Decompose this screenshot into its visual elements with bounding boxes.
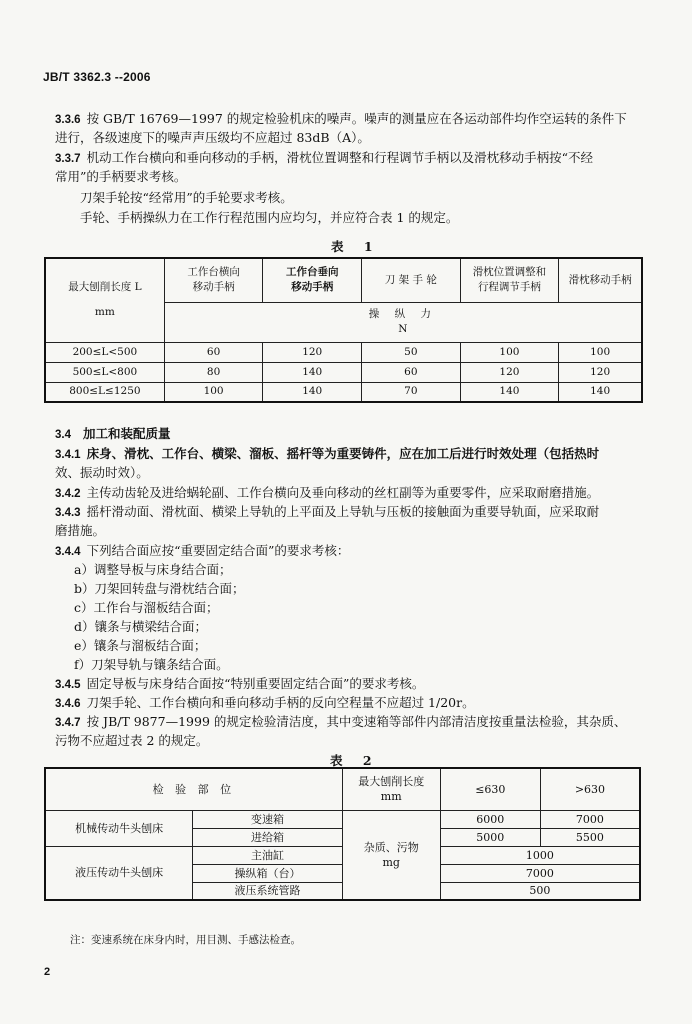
table-cell: 100 <box>559 342 642 362</box>
table-cell: 120 <box>263 342 362 362</box>
table-cell: 进给箱 <box>193 828 343 846</box>
table-cell: 100 <box>460 342 559 362</box>
table-cell: 70 <box>362 382 461 402</box>
paragraph-3-3-7-tool-handwheel: 刀架手轮按“经常用”的手轮要求考核。 <box>80 190 293 205</box>
table-cell: 7000 <box>540 810 640 828</box>
paragraph-3-4-6 <box>55 693 475 714</box>
header-line: 最大刨削长度 L <box>68 281 142 294</box>
header-line: 移动手柄 <box>192 281 235 294</box>
table1-header-col2 <box>263 258 362 302</box>
table-cell: 140 <box>460 382 559 402</box>
clause-number: 3.4.2 <box>55 488 81 500</box>
table1-header-force <box>164 302 642 342</box>
list-item: c）工作台与溜板结合面； <box>74 600 219 615</box>
table1-caption: 表 1 <box>331 239 381 254</box>
table-cell: 6000 <box>440 810 540 828</box>
paragraph-3-4-4 <box>55 541 349 562</box>
table-cell: 1000 <box>440 846 640 864</box>
table-cell: 5500 <box>540 828 640 846</box>
paragraph-3-3-6-cont: 进行，各级速度下的噪声声压级均不应超过 83dB（A）。 <box>55 130 370 145</box>
paragraph-3-3-7 <box>55 148 593 169</box>
paragraph-3-3-7-force: 手轮、手柄操纵力在工作行程范围内应均匀，并应符合表 1 的规定。 <box>80 210 459 225</box>
list-item: d）镶条与横梁结合面； <box>74 619 208 634</box>
clause-number: 3.4.7 <box>55 717 81 729</box>
table-cell: 500 <box>440 882 640 900</box>
table-cell: 主油缸 <box>193 846 343 864</box>
header-unit: mm <box>94 306 115 319</box>
header-line: 移动手柄 <box>291 281 334 294</box>
metric-line: 杂质、污物 <box>363 840 419 854</box>
section-3-4-heading <box>55 424 171 445</box>
footnote: 注：变速系统在床身内时，用目测、手感法检查。 <box>70 934 301 946</box>
metric-unit: mg <box>382 855 400 869</box>
standard-code-header: JB/T 3362.3 --2006 <box>43 70 151 84</box>
table1-header-col1 <box>164 258 263 302</box>
table-cell: 140 <box>559 382 642 402</box>
clause-text: 刀架手轮、工作台横向和垂向移动手柄的反向空程量不应超过 1/20r。 <box>86 695 475 710</box>
table-row <box>45 810 640 828</box>
table2-group-hydraulic: 液压传动牛头刨床 <box>45 846 193 900</box>
table-cell: 液压系统管路 <box>193 882 343 900</box>
list-item: f）刀架导轨与镶条结合面。 <box>74 657 229 672</box>
clause-text: 床身、滑枕、工作台、横梁、溜板、摇杆等为重要铸件，应在加工后进行时效处理（包括热时 <box>86 446 600 461</box>
table-cell: 120 <box>460 362 559 382</box>
page-number: 2 <box>44 966 51 978</box>
table1-header-max-length <box>45 258 164 342</box>
table-1 <box>44 257 643 403</box>
paragraph-3-3-6 <box>55 109 627 130</box>
header-line: 刀 架 手 轮 <box>384 273 437 286</box>
header-line: 行程调节手柄 <box>477 281 541 294</box>
table-cell: 800≤L≤1250 <box>45 382 164 402</box>
header-line: 滑枕移动手柄 <box>568 273 632 286</box>
clause-number: 3.3.7 <box>55 153 81 165</box>
table1-header-col4 <box>460 258 559 302</box>
table-cell: 200≤L<500 <box>45 342 164 362</box>
paragraph-3-4-7 <box>55 712 626 733</box>
clause-number: 3.4 <box>55 429 71 441</box>
table-cell: 500≤L<800 <box>45 362 164 382</box>
table2-group-mechanical: 机械传动牛头刨床 <box>45 810 193 846</box>
table-cell: 变速箱 <box>193 810 343 828</box>
table2-metric <box>342 810 440 900</box>
table2-header-gt630: >630 <box>540 768 640 810</box>
header-unit: mm <box>380 790 402 804</box>
table-cell: 60 <box>362 362 461 382</box>
paragraph-3-4-1 <box>55 444 599 465</box>
clause-number: 3.4.1 <box>55 449 81 461</box>
table-cell: 50 <box>362 342 461 362</box>
header-line: 工作台垂向 <box>285 266 339 279</box>
header-line: 操 纵 力 <box>368 308 437 320</box>
table2-header-check-part: 检 验 部 位 <box>45 768 342 810</box>
list-item: a）调整导板与床身结合面； <box>74 562 232 577</box>
clause-text: 固定导板与床身结合面按“特别重要固定结合面”的要求考核。 <box>86 676 425 691</box>
paragraph-3-4-3 <box>55 502 599 523</box>
table-cell: 60 <box>164 342 263 362</box>
paragraph-3-4-5 <box>55 674 424 695</box>
header-line: 工作台横向 <box>187 266 240 279</box>
table2-header-le630: ≤630 <box>440 768 540 810</box>
clause-text: 机动工作台横向和垂向移动的手柄，滑枕位置调整和行程调节手柄以及滑枕移动手柄按“不经 <box>86 150 593 165</box>
clause-number: 3.3.6 <box>55 114 81 126</box>
clause-text: 下列结合面应按“重要固定结合面”的要求考核： <box>86 543 350 558</box>
clause-text: 按 GB/T 16769—1997 的规定检验机床的噪声。噪声的测量应在各运动部件均作空运转的条件下 <box>86 111 627 126</box>
paragraph-3-4-1-cont: 效、振动时效）。 <box>55 465 149 480</box>
table-cell: 140 <box>263 382 362 402</box>
table-row <box>45 382 642 402</box>
clause-number: 3.4.4 <box>55 546 81 558</box>
clause-number: 3.4.3 <box>55 507 81 519</box>
table-cell: 80 <box>164 362 263 382</box>
paragraph-3-3-7-cont: 常用”的手柄要求考核。 <box>55 169 187 184</box>
table1-header-col3 <box>362 258 461 302</box>
list-item: b）刀架回转盘与滑枕结合面； <box>74 581 245 596</box>
table-row <box>45 362 642 382</box>
paragraph-3-4-3-cont: 磨措施。 <box>55 523 106 538</box>
list-item: e）镶条与溜板结合面； <box>74 638 207 653</box>
header-line: 滑枕位置调整和 <box>472 266 547 279</box>
table-cell: 5000 <box>440 828 540 846</box>
table-cell: 7000 <box>440 864 640 882</box>
table-row <box>45 342 642 362</box>
header-unit: N <box>398 323 408 335</box>
clause-number: 3.4.6 <box>55 698 81 710</box>
clause-text: 按 JB/T 9877—1999 的规定检验清洁度，其中变速箱等部件内部清洁度按重量法检验，其杂质、 <box>86 714 627 729</box>
table-cell: 120 <box>559 362 642 382</box>
clause-text: 摇杆滑动面、滑枕面、横梁上导轨的上平面及上导轨与压板的接触面为重要导轨面，应采取耐 <box>86 504 600 519</box>
table-cell: 操纵箱（台） <box>193 864 343 882</box>
table2-header-max-length <box>342 768 440 810</box>
table2-caption: 表 2 <box>330 753 380 768</box>
table-cell: 100 <box>164 382 263 402</box>
table-cell: 140 <box>263 362 362 382</box>
table1-header-col5 <box>559 258 642 302</box>
table-2 <box>44 767 641 901</box>
clause-number: 3.4.5 <box>55 679 81 691</box>
clause-text: 主传动齿轮及进给蜗轮副、工作台横向及垂向移动的丝杠副等为重要零件，应采取耐磨措施。 <box>86 485 600 500</box>
paragraph-3-4-2 <box>55 483 599 504</box>
section-title: 加工和装配质量 <box>83 426 171 441</box>
header-line: 最大刨削长度 <box>358 775 425 789</box>
paragraph-3-4-7-cont: 污物不应超过表 2 的规定。 <box>55 733 209 748</box>
